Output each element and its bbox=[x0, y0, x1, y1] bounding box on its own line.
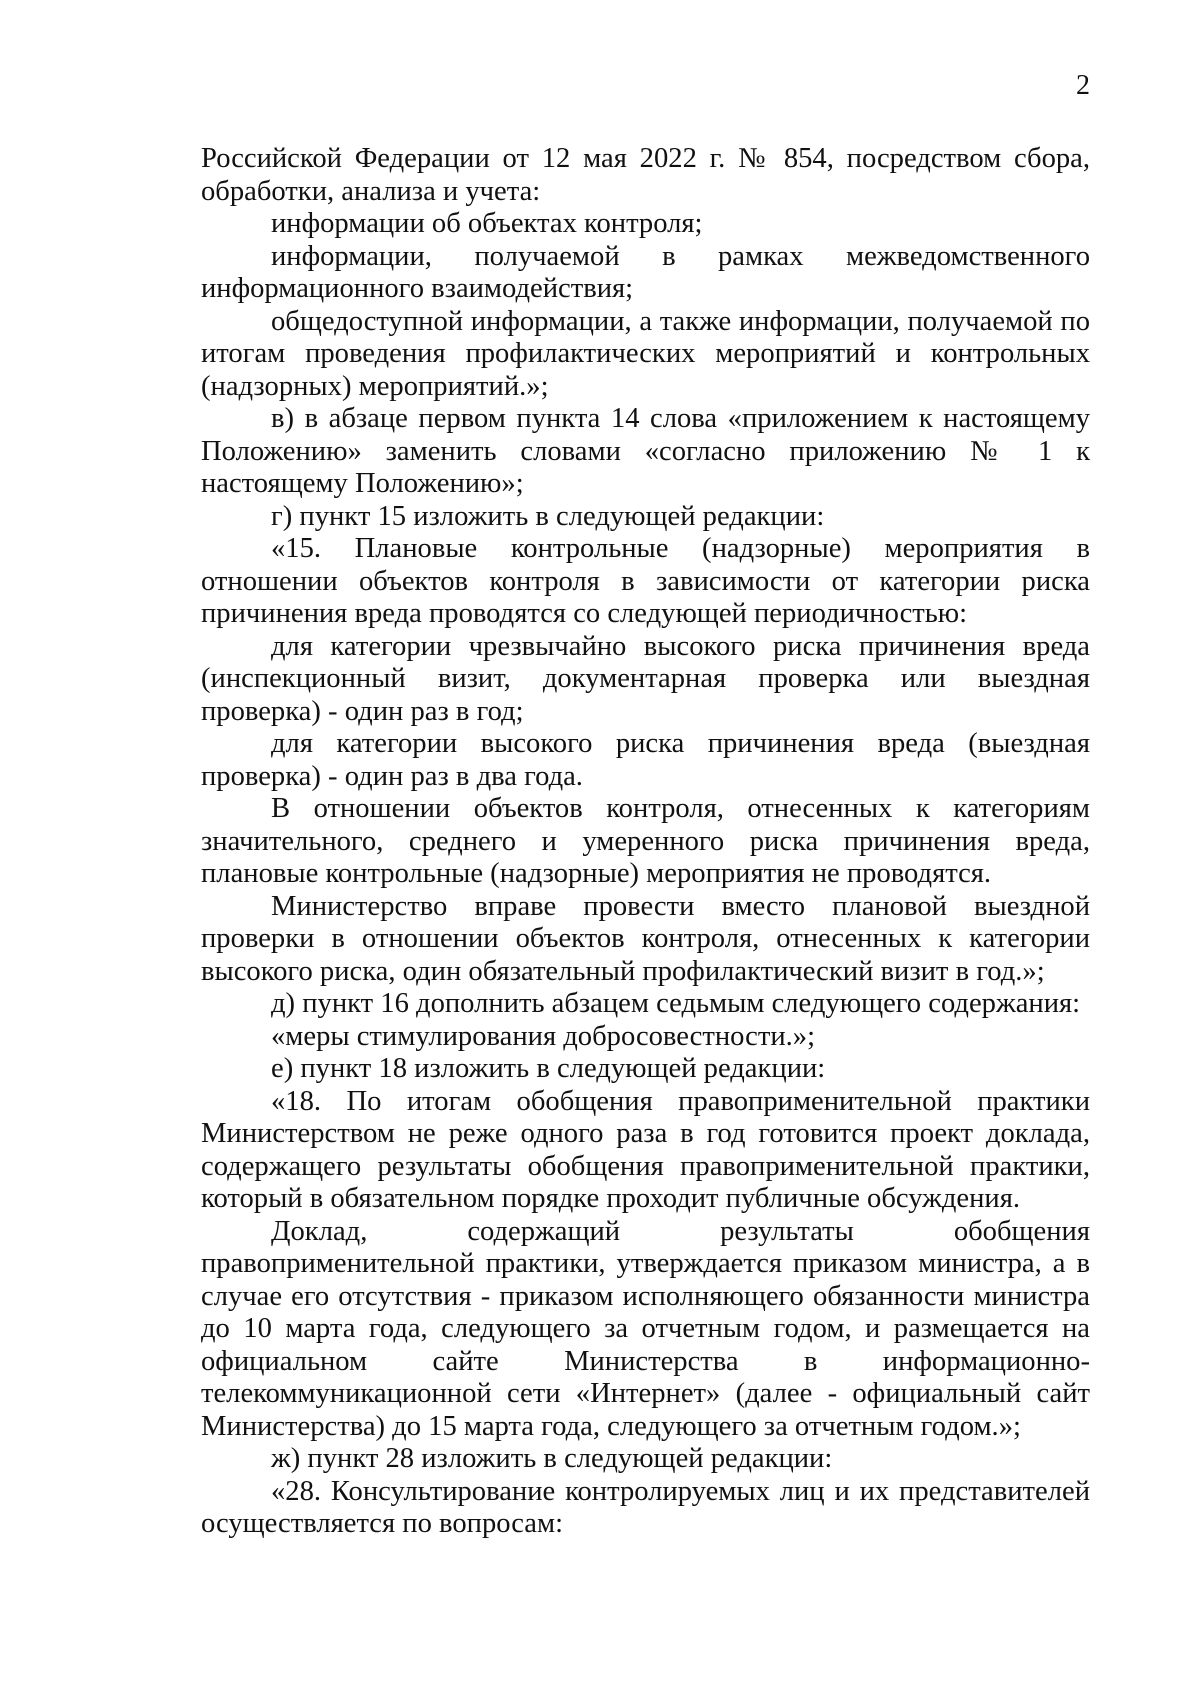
paragraph-interagency-info: информации, получаемой в рамках межведомственного информационного взаимодействия; bbox=[201, 240, 1090, 304]
document-body bbox=[201, 143, 1090, 1541]
paragraph-item-e: е) пункт 18 изложить в следующей редакции: bbox=[271, 1053, 826, 1084]
paragraph-other-risk-categories: В отношении объектов контроля, отнесенных к категориям значительного, среднего и умеренного риска причинения вреда, плановые контрольные (надзорные) мероприятия не проводятся. bbox=[201, 793, 1090, 889]
paragraph-clause-28: «28. Консультирование контролируемых лиц и их представителей осуществляется по вопросам: bbox=[201, 1475, 1090, 1539]
paragraph-extremely-high-risk: для категории чрезвычайно высокого риска причинения вреда (инспекционный визит, документарная проверка или выездная проверка) - один раз в год; bbox=[201, 630, 1090, 727]
paragraph-item-zh: ж) пункт 28 изложить в следующей редакции: bbox=[271, 1443, 833, 1474]
paragraph-clause-15: «15. Плановые контрольные (надзорные) мероприятия в отношении объектов контроля в зависимости от категории риска причинения вреда проводятся со следующей периодичностью: bbox=[201, 533, 1090, 629]
page-number: 2 bbox=[1076, 70, 1090, 101]
paragraph-incentive-measures: «меры стимулирования добросовестности.»; bbox=[271, 1020, 816, 1052]
paragraph-ministry-visit: Министерство вправе провести вместо плановой выездной проверки в отношении объектов контроля, отнесенных к категории высокого риска, один обязательный профилактический визит в год.»; bbox=[201, 890, 1090, 987]
paragraph-public-info: общедоступной информации, а также информации, получаемой по итогам проведения профилактических мероприятий и контрольных (надзорных) мероприятий.»; bbox=[201, 305, 1090, 402]
paragraph-item-g: г) пункт 15 изложить в следующей редакции: bbox=[271, 500, 825, 532]
paragraph-high-risk: для категории высокого риска причинения вреда (выездная проверка) - один раз в два года. bbox=[201, 728, 1090, 792]
paragraph-object-info: информации об объектах контроля; bbox=[271, 208, 703, 239]
paragraph-item-d: д) пункт 16 дополнить абзацем седьмым следующего содержания: bbox=[271, 988, 1081, 1019]
paragraph-report: Доклад, содержащий результаты обобщения правоприменительной практики, утверждается приказом министра, а в случае его отсутствия - приказом исполняющего обязанности министра до 10 марта года, следующего за отчетным годом, и размещается на официальном сайте Министерства в информационно-телекоммуникационной сети «Интернет» (далее - официальный сайт Министерства) до 15 марта года, следующего за отчетным годом.»; bbox=[201, 1215, 1090, 1442]
paragraph-item-v: в) в абзаце первом пункта 14 слова «приложением к настоящему Положению» заменить словами «согласно приложению № 1 к настоящему Положению»; bbox=[201, 403, 1090, 499]
paragraph-continuation: Российской Федерации от 12 мая 2022 г. № 854, посредством сбора, обработки, анализа и учета: bbox=[201, 143, 1090, 207]
paragraph-clause-18: «18. По итогам обобщения правоприменительной практики Министерством не реже одного раза в год готовится проект доклада, содержащего результаты обобщения правоприменительной практики, который в обязательном порядке проходит публичные обсуждения. bbox=[201, 1085, 1090, 1214]
